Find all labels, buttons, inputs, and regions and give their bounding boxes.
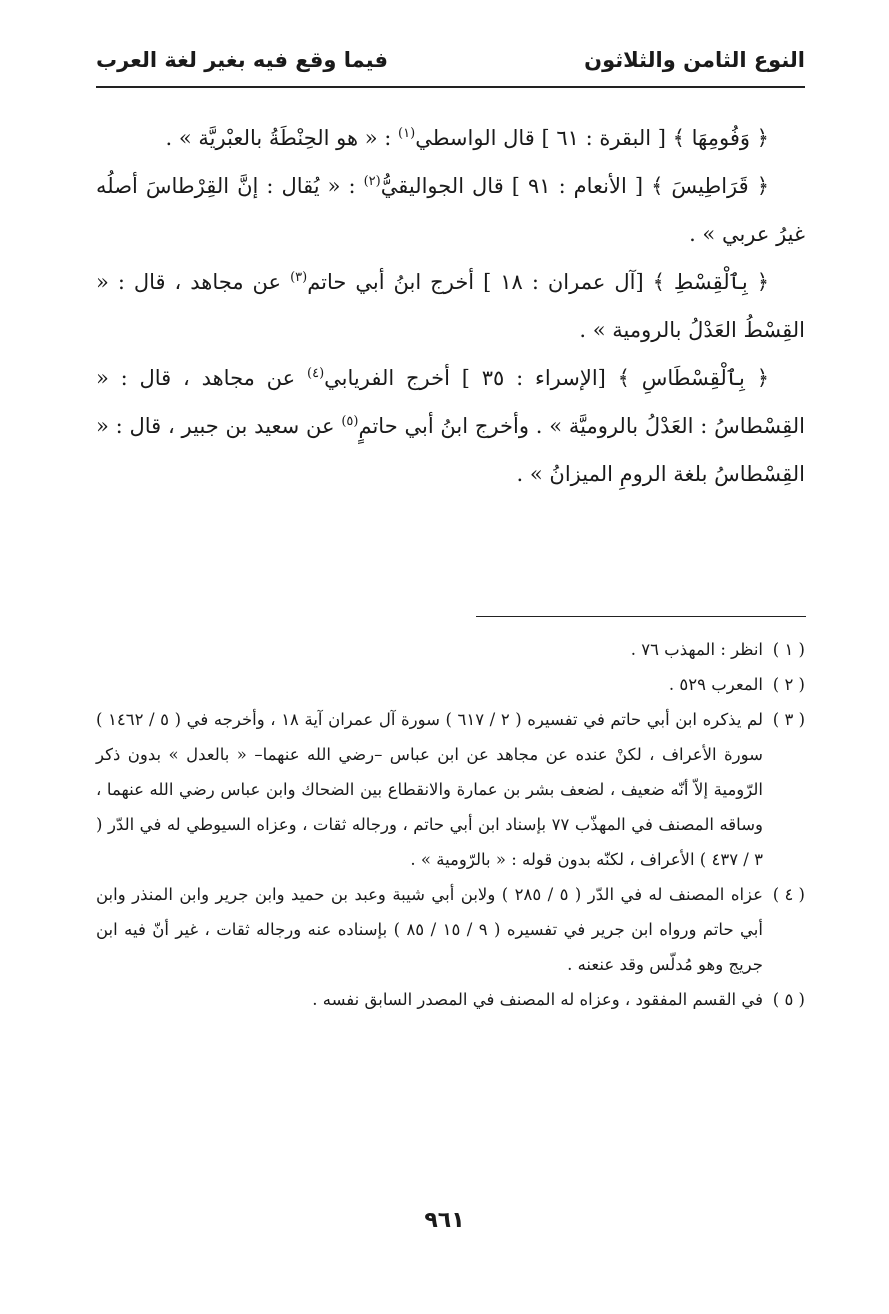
page-number: ٩٦١ <box>424 1208 465 1233</box>
entry-text: [آل عمران : ١٨ ] أخرج ابنُ أبي حاتم <box>307 270 653 294</box>
footnote-ref: (٣) <box>290 270 308 285</box>
footnote-text: عزاه المصنف له في الدّر ( ٥ / ٢٨٥ ) ولابن أبي شيبة وعبد بن حميد وابن جرير وابن المنذر وابن أبي حاتم ورواه ابن جرير في تفسيره ( ٩ / ١٥ / ٨٥ ) بإسناده عنه ورجاله ثقات ، غير أنّ فيه ابن جريج وهو مُدلّس وقد عنعنه . <box>96 885 763 974</box>
footnote <box>96 702 805 877</box>
footnote-ref: (١) <box>398 126 416 141</box>
quran-word: ﴿ وَفُومِهَا ﴾ <box>672 126 769 150</box>
footnote-text: المعرب ٥٢٩ . <box>668 675 763 694</box>
entry-paragraph <box>96 162 805 258</box>
footnotes <box>96 632 805 1017</box>
footnote-label: ( ٣ ) <box>772 710 806 729</box>
footnote-label: ( ٤ ) <box>772 885 805 904</box>
footnote-label: ( ١ ) <box>772 640 805 659</box>
entry-text: [الإسراء : ٣٥ ] أخرج الفريابي <box>324 366 618 390</box>
footnote-text: في القسم المفقود ، وعزاه له المصنف في المصدر السابق نفسه . <box>312 990 763 1009</box>
footnote <box>96 667 805 702</box>
entry-text: : « هو الحِنْطَةُ بالعبْريَّة » . <box>165 126 399 150</box>
entry-text: عن سعيد بن جبير ، قال : « القِسْطاسُ بلغة الرومِ الميزانُ » . <box>96 414 805 486</box>
running-header <box>96 40 805 80</box>
footnote-label: ( ٢ ) <box>772 675 805 694</box>
entry-paragraph <box>96 258 805 354</box>
main-text <box>96 114 805 498</box>
footnote <box>96 982 805 1017</box>
section-title: فيما وقع فيه بغير لغة العرب <box>96 48 389 72</box>
quran-word: ﴿ قَرَاطِيسَ ﴾ <box>651 174 770 198</box>
footnote <box>96 632 805 667</box>
entry-text: عن مجاهد ، قال : « القِسْطاسُ : العَدْلُ بالروميَّة » . وأخرج ابنُ أبي حاتمٍ <box>96 366 805 438</box>
footnote-divider <box>476 616 806 617</box>
entry-text: عن مجاهد ، قال : « القِسْطُ العَدْلُ بالرومية » . <box>96 270 805 342</box>
entry-text: [ الأنعام : ٩١ ] قال الجواليقيُّ <box>380 174 652 198</box>
entry-text: [ البقرة : ٦١ ] قال الواسطي <box>415 126 673 150</box>
chapter-title: النوع الثامن والثلاثون <box>584 48 805 72</box>
quran-word: ﴿ بِٱلْقِسْطَاسِ ﴾ <box>617 366 770 390</box>
footnote-text: لم يذكره ابن أبي حاتم في تفسيره ( ٢ / ٦١٧ ) سورة آل عمران آية ١٨ ، وأخرجه في ( ٥ / ١٤٦٢ ) سورة الأعراف ، لكنْ عنده عن مجاهد عن ابن عباس –رضي الله عنهما– « بالعدل » بدون ذكر الرّومية إلاّ أنّه ضعيف ، لضعف بشر بن عمارة والانقطاع بين الضحاك وابن عباس رضي الله عنهما ، وساقه المصنف في المهذّب ٧٧ بإسناد ابن أبي حاتم ، ورجاله ثقات ، وعزاه السيوطي له في الدّر ( ٣ / ٤٣٧ ) الأعراف ، لكنّه بدون قوله : « بالرّومية » . <box>96 710 764 869</box>
footnote-ref: (٥) <box>341 414 359 429</box>
footnote <box>96 877 805 982</box>
header-divider <box>96 86 805 88</box>
footnote-ref: (٢) <box>363 174 381 189</box>
entry-paragraph <box>96 354 805 498</box>
entry-text: : « يُقال : إنَّ القِرْطاسَ أصلُه غيرُ عربي » . <box>96 174 805 246</box>
entry-paragraph <box>96 114 805 162</box>
quran-word: ﴿ بِٱلْقِسْطِ ﴾ <box>652 270 770 294</box>
footnote-label: ( ٥ ) <box>772 990 805 1009</box>
footnote-text: انظر : المهذب ٧٦ . <box>630 640 763 659</box>
footnote-ref: (٤) <box>307 366 325 381</box>
